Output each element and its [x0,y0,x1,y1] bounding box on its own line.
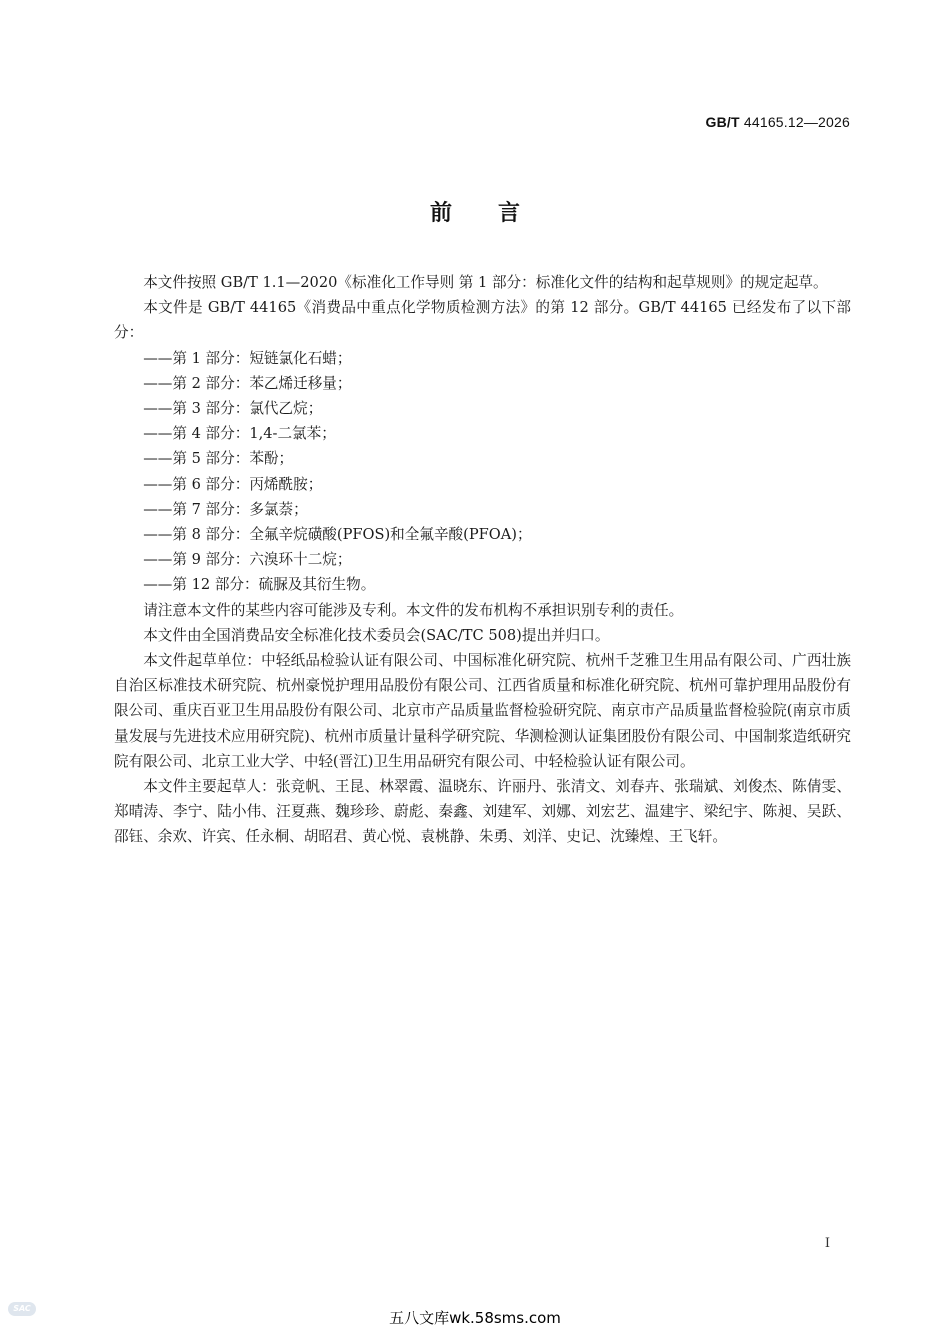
foreword-body [114,270,851,850]
list-item-part-2: ——第 2 部分：苯乙烯迁移量； [143,374,352,392]
page-number: I [824,1236,830,1251]
list-item-part-9: ——第 9 部分：六溴环十二烷； [143,551,352,569]
standard-code [706,114,850,130]
paragraph-drafting-rules: 本文件按照 GB/T 1.1—2020《标准化工作导则 第 1 部分：标准化文件的结构和起草规则》的规定起草。 [143,274,828,291]
watermark-text: 五八文库wk.58sms.com [389,1309,561,1327]
standard-code-prefix: GB/T [705,114,740,130]
list-item-part-4: ——第 4 部分：1,4-二氯苯； [143,425,336,443]
paragraph-drafters: 本文件主要起草人：张竞帆、王昆、林翠霞、温晓东、许丽丹、张清文、刘春卉、张瑞斌、刘俊杰、陈倩雯、郑晴涛、李宁、陆小伟、汪夏燕、魏珍珍、蔚彪、秦鑫、刘建军、刘娜、刘宏艺、温建宇、梁纪宇、陈昶、吴跃、邵钰、余欢、许宾、任永桐、胡昭君、黄心悦、袁桃静、朱勇、刘洋、史记、沈臻煌、王飞轩。 [114,778,851,846]
paragraph-drafting-units: 本文件起草单位：中轻纸品检验认证有限公司、中国标准化研究院、杭州千芝雅卫生用品有限公司、广西壮族自治区标准技术研究院、杭州豪悦护理用品股份有限公司、江西省质量和标准化研究院、杭州可靠护理用品股份有限公司、重庆百亚卫生用品股份有限公司、北京市产品质量监督检验研究院、南京市产品质量监督检验院(南京市质量发展与先进技术应用研究院)、杭州市质量计量科学研究院、华测检测认证集团股份有限公司、中国制浆造纸研究院有限公司、北京工业大学、中轻(晋江)卫生用品研究有限公司、中轻检验认证有限公司。 [114,652,851,770]
sac-logo: SAC [8,1302,36,1316]
list-item-part-3: ——第 3 部分：氯代乙烷； [143,400,323,418]
paragraph-series-intro: 本文件是 GB/T 44165《消费品中重点化学物质检测方法》的第 12 部分。GB/T 44165 已经发布了以下部分： [114,299,851,342]
standard-code-number: 44165.12—2026 [739,114,850,130]
list-item-part-8: ——第 8 部分：全氟辛烷磺酸(PFOS)和全氟辛酸(PFOA)； [143,526,532,544]
list-item-part-5: ——第 5 部分：苯酚； [143,450,294,468]
paragraph-proposer: 本文件由全国消费品安全标准化技术委员会(SAC/TC 508)提出并归口。 [143,626,610,644]
paragraph-patent-notice: 请注意本文件的某些内容可能涉及专利。本文件的发布机构不承担识别专利的责任。 [143,601,684,619]
page-title: 前言 [429,201,566,226]
list-item-part-7: ——第 7 部分：多氯萘； [143,500,308,518]
list-item-part-1: ——第 1 部分：短链氯化石蜡； [143,349,352,367]
list-item-part-6: ——第 6 部分：丙烯酰胺； [143,475,323,493]
list-item-part-12: ——第 12 部分：硫脲及其衍生物。 [143,576,376,594]
